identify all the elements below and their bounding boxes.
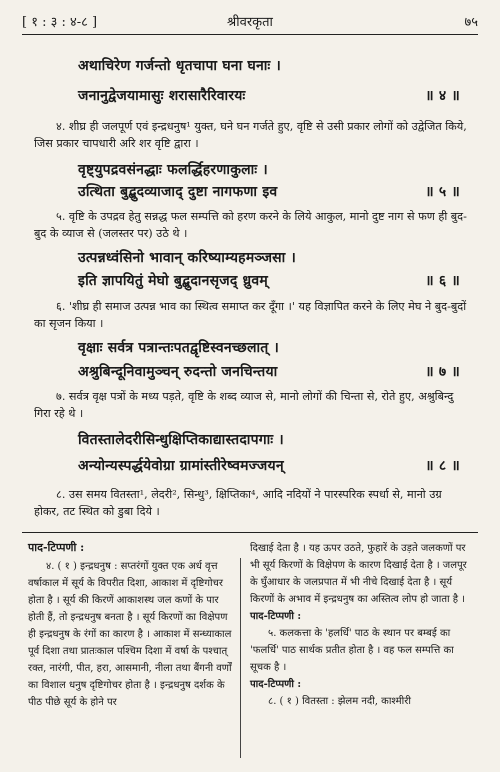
page-number: ७५ [464,15,478,30]
column-divider [240,558,241,758]
footnote-heading-3: पाद-टिप्पणी : [250,679,302,690]
verse-6-line-1: उत्पन्नध्वंसिनो भावान् करिष्याम्यहमञ्जसा । [78,250,297,266]
verse-6-line-2 [78,271,460,290]
verse-text: उत्थिता बुद्बुदव्याजाद् दुष्टा नागफणा इव [78,184,278,200]
verse-number: ॥ ७ ॥ [425,364,460,380]
verse-number: ॥ ५ ॥ [425,184,460,200]
verse-number: ॥ ८ ॥ [425,458,460,474]
footnote-4-1: ४. ( १ ) इन्द्रधनुष : सप्तरंगों युक्त एक अर्ध वृत्त वर्षाकाल में सूर्य के विपरीत दिशा, आकाश में दृष्टिगोचर होता है । सूर्य की किरणें आकाशस्थ जल कणों के पार होती हैं, तो इन्द्रधनुष बनता है । सूर्य किरणों का विक्षेपण ही इन्द्रधनुष के रंगों का कारण है । आकाश में सन्ध्याकाल पूर्व दिशा तथा प्रातःकाल पश्चिम दिशा में वर्षा के पश्चात् रक्त, नारंगी, पीत, हरा, आसमानी, नीला तथा बैंगनी वर्णों का विशाल धनुष दृष्टिगोचर होता है । इन्द्रधनुष दर्शक के पीठ पीछे सूर्य के होने पर [28,561,232,708]
verse-text: अश्रुबिन्दूनिवामुञ्चन् रुदन्तो जनचिन्तया [78,364,278,380]
footnote-heading-2: पाद-टिप्पणी : [250,611,302,622]
verse-4-line-2 [78,86,460,105]
footnote-5: ५. कलकत्ता के 'हलर्धि' पाठ के स्थान पर बम्बई का 'फलर्धि' पाठ सार्थक प्रतीत होता है । वह फल सम्पत्ति का सूचक है । [250,628,454,673]
translation-8: ८. उस समय वितस्ता¹, लेदरी², सिन्धु³, क्षिप्तिका⁴, आदि नदियों ने पारस्परिक स्पर्धा से, मानो उग्र होकर, तट स्थित को डुबा दिये । [34,488,442,518]
verse-8-line-2 [78,456,460,475]
header-rule [22,34,478,35]
verse-number: ॥ ४ ॥ [425,88,460,104]
verse-range: [ १ : ३ : ४-८ ] [22,15,98,30]
translation-5: ५. वृष्टि के उपद्रव हेतु सन्नद्ध फल सम्पत्ति को हरण करने के लिये आकुल, मानो दुष्ट नाग से फण ही बुद-बुद के व्याज से (जलस्तर पर) उठे थे । [34,210,467,240]
verse-text: जनानुद्वेजयामासुः शरासारैरिवारयः [78,88,246,104]
footnote-heading: पाद-टिप्पणी : [28,541,85,554]
footnote-right-column [250,540,472,710]
footnote-4-1-continued: दिखाई देता है । यह ऊपर उठते, फुहारें के उड़ते जलकणों पर भी सूर्य किरणों के विक्षेपण के कारण दिखाई देता है । जलपूर के घुँआधार के जलप्रपात में भी नीचे दिखाई देता है । सूर्य किरणों के अभाव में इन्द्रधनुष का अस्तित्व लोप हो जाता है । [250,543,467,605]
verse-number: ॥ ६ ॥ [425,273,460,289]
verse-text: इति ज्ञापयितुं मेघो बुद्बुदानसृजद् ध्रुवम् [78,273,268,289]
running-title: श्रीवरकृता [227,15,273,30]
footnote-8-1: ८. ( १ ) वितस्ता : झेलम नदी, काश्मीरी [268,696,411,707]
verse-5-line-2 [78,182,460,201]
verse-7-line-2 [78,362,460,381]
translation-7: ७. सर्वत्र वृक्ष पत्रों के मध्य पड़ते, वृष्टि के शब्द व्याज से, मानो लोगों की चिन्ता से, रोते हुए, अश्रुबिन्दु गिरा रहे थे । [34,390,454,420]
translation-6: ६. 'शीघ्र ही समाज उत्पन्न भाव का स्थित्व समाप्त कर दूँगा ।' यह विज्ञापित करने के लिए मेघ ने बुद-बुदों का सृजन किया । [34,300,467,330]
verse-8-line-1: वितस्तालेदरीसिन्धुक्षिप्तिकाद्यास्तदापगाः । [78,432,284,448]
verse-5-line-1: वृष्ट्युपद्रवसंनद्धाः फलर्द्धिहरणाकुलाः । [78,162,268,178]
verse-7-line-1: वृक्षाः सर्वत्र पत्रान्तःपतद्वृष्टिस्वनच्छलात् । [78,340,280,356]
translation-4: ४. शीघ्र ही जलपूर्ण एवं इन्द्रधनुष¹ युक्त, घने घन गर्जते हुए, वृष्टि से उसी प्रकार लोगों को उद्वेजित किये, जिस प्रकार चापधारी अरि शर वृष्टि द्वारा । [34,120,467,150]
verse-text: अन्योन्यस्पर्द्धयेवोग्रा ग्रामांस्तीरेष्वमज्जयन् [78,458,284,474]
verse-4-line-1: अथाचिरेण गर्जन्तो धृतचापा घना घनाः । [78,58,281,74]
footnote-left-column [28,558,232,711]
running-header [22,12,478,34]
footnote-rule [22,532,478,533]
